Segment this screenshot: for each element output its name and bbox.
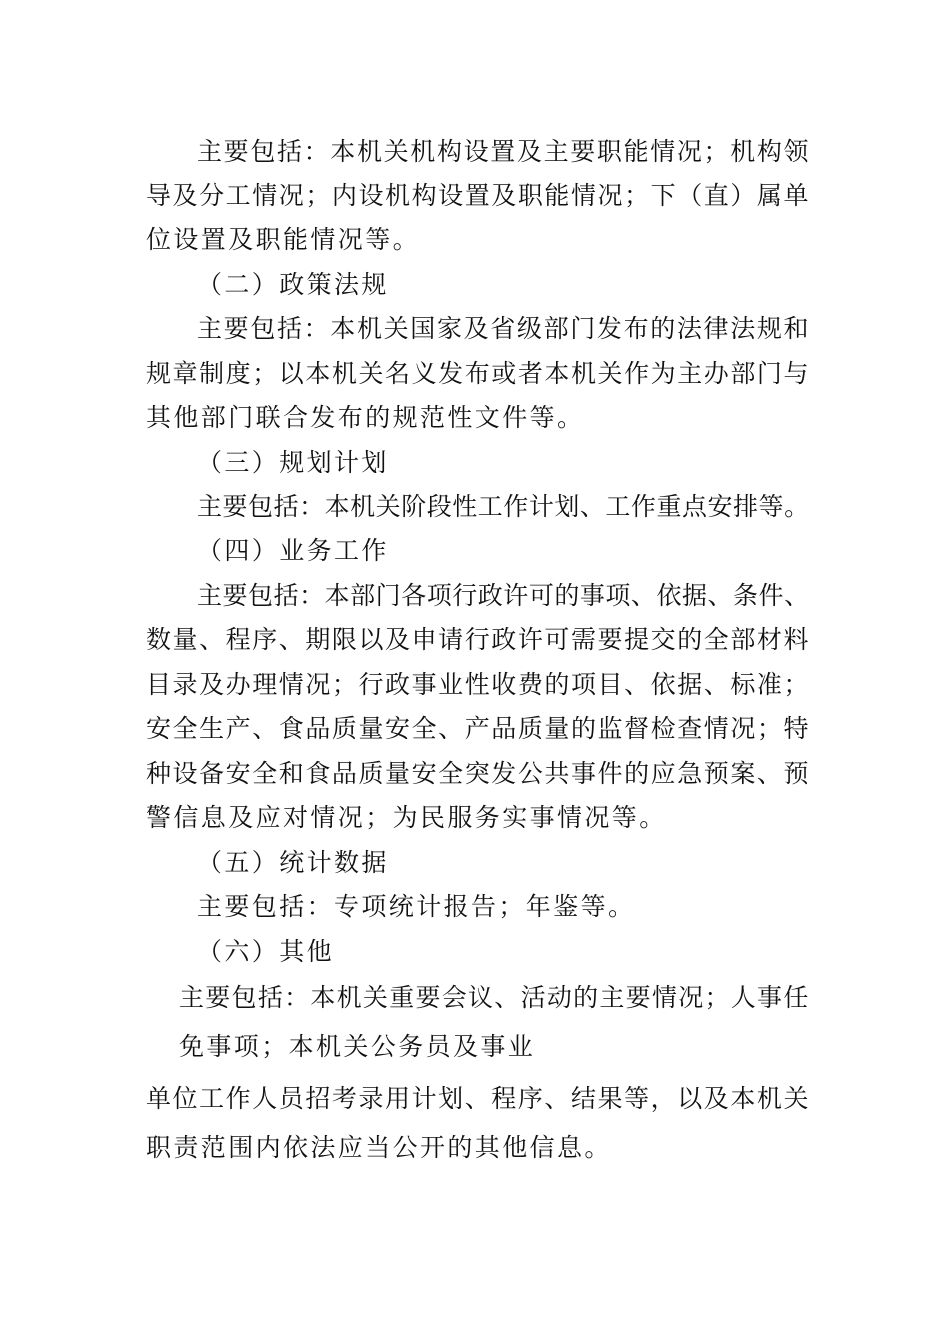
- paragraph-line: 警信息及应对情况；为民服务实事情况等。: [146, 803, 667, 832]
- paragraph-line: 主要包括：本机关国家及省级部门发布的法律法规和: [197, 314, 811, 343]
- section-heading: （四）业务工作: [197, 536, 389, 565]
- section-heading: （二）政策法规: [197, 270, 389, 299]
- paragraph-line: 目录及办理情况；行政事业性收费的项目、依据、标准；: [146, 670, 811, 699]
- paragraph-line: 种设备安全和食品质量安全突发公共事件的应急预案、预: [146, 759, 811, 788]
- paragraph-line: 单位工作人员招考录用计划、程序、结果等，以及本机关: [146, 1084, 811, 1113]
- paragraph-line: 导及分工情况；内设机构设置及职能情况；下（直）属单: [146, 181, 811, 210]
- paragraph-line: 主要包括：本部门各项行政许可的事项、依据、条件、: [197, 581, 810, 610]
- section-heading: （六）其他: [197, 937, 335, 966]
- paragraph-line: 安全生产、食品质量安全、产品质量的监督检查情况；特: [146, 714, 811, 743]
- section-heading: （五）统计数据: [197, 848, 389, 877]
- paragraph-line: 其他部门联合发布的规范性文件等。: [146, 403, 585, 432]
- paragraph-line: 职责范围内依法应当公开的其他信息。: [146, 1133, 612, 1162]
- paragraph-line: 免事项；本机关公务员及事业: [179, 1032, 536, 1061]
- paragraph-line: 主要包括：专项统计报告；年鉴等。: [197, 892, 636, 921]
- paragraph-line: 数量、程序、期限以及申请行政许可需要提交的全部材料: [146, 625, 811, 654]
- paragraph-line: 位设置及职能情况等。: [146, 225, 421, 254]
- paragraph-line: 主要包括：本机关重要会议、活动的主要情况；人事任: [179, 983, 810, 1012]
- paragraph-line: 规章制度；以本机关名义发布或者本机关作为主办部门与: [146, 359, 811, 388]
- section-heading: （三）规划计划: [197, 448, 389, 477]
- paragraph-line: 主要包括：本机关机构设置及主要职能情况；机构领: [197, 137, 811, 166]
- paragraph-line: 主要包括：本机关阶段性工作计划、工作重点安排等。: [197, 492, 810, 521]
